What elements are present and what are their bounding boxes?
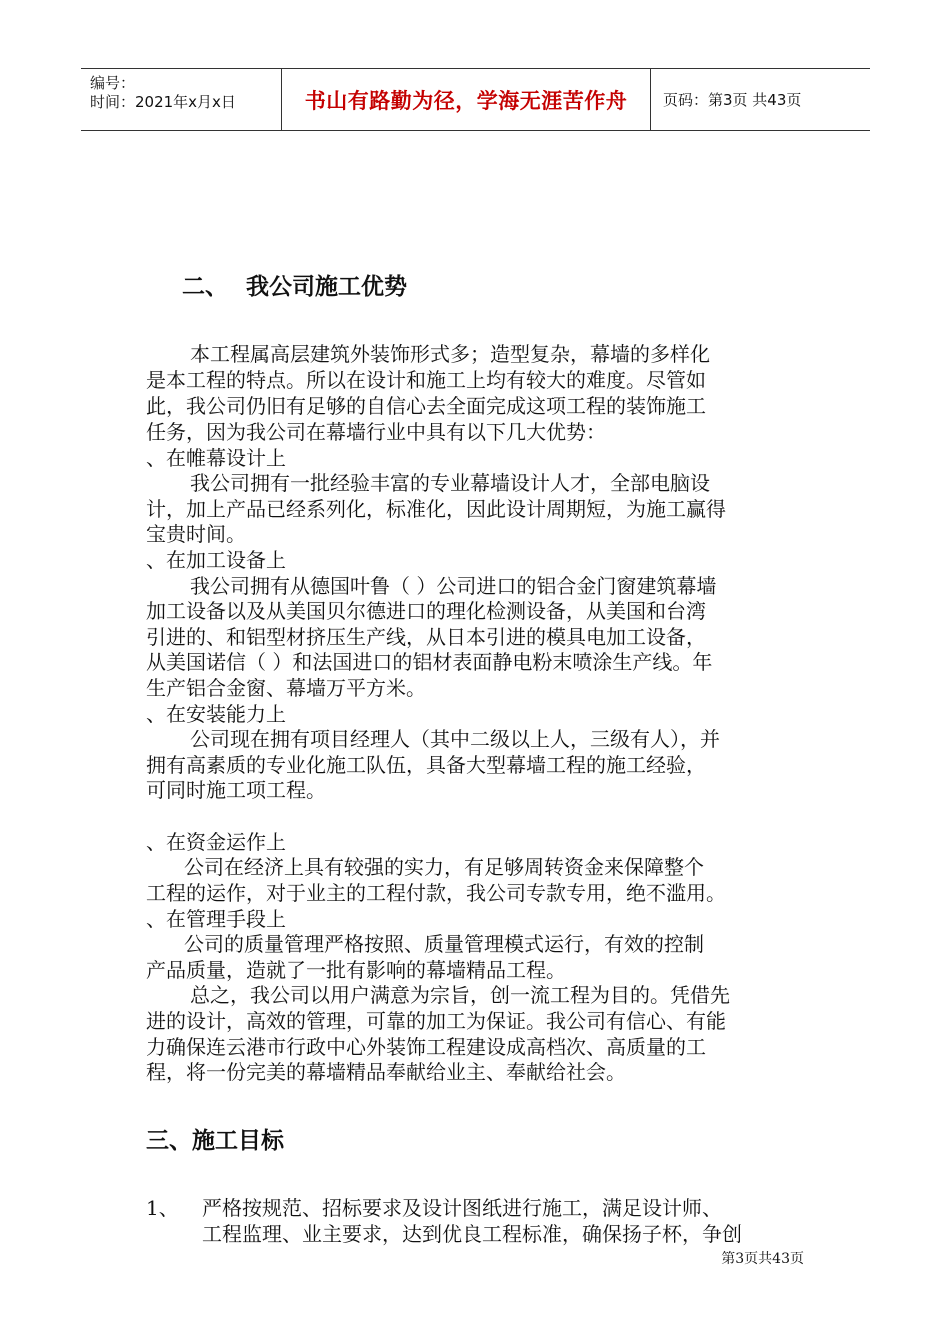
section-2-number: 二、 xyxy=(182,274,228,300)
body-line: 可同时施工项工程。 xyxy=(146,778,326,802)
body-line: 宝贵时间。 xyxy=(146,522,246,546)
body-line: 我公司拥有一批经验丰富的专业幕墙设计人才，全部电脑设 xyxy=(190,471,710,495)
subheading: 、在加工设备上 xyxy=(146,548,286,572)
body-line: 本工程属高层建筑外装饰形式多；造型复杂，幕墙的多样化 xyxy=(190,342,710,366)
body-line: 加工设备以及从美国贝尔德进口的理化检测设备，从美国和台湾 xyxy=(146,599,706,623)
body-line: 我公司拥有从德国叶鲁（ ）公司进口的铝合金门窗建筑幕墙 xyxy=(190,574,717,598)
body-line: 力确保连云港市行政中心外装饰工程建设成高档次、高质量的工 xyxy=(146,1035,706,1059)
body-line: 公司在经济上具有较强的实力，有足够周转资金来保障整个 xyxy=(184,855,704,879)
body-line: 程，将一份完美的幕墙精品奉献给业主、奉献给社会。 xyxy=(146,1060,626,1084)
page-footer: 第3页共43页 xyxy=(721,1251,804,1267)
body-line: 产品质量，造就了一批有影响的幕墙精品工程。 xyxy=(146,958,566,982)
section-2-title: 我公司施工优势 xyxy=(246,274,407,300)
subheading: 、在帷幕设计上 xyxy=(146,446,286,470)
list-item-number: 1、 xyxy=(146,1196,179,1220)
body-line: 生产铝合金窗、幕墙万平方米。 xyxy=(146,676,426,700)
subheading: 、在管理手段上 xyxy=(146,907,286,931)
header-page-info: 页码：第3页 共43页 xyxy=(663,91,802,109)
body-line: 进的设计，高效的管理，可靠的加工为保证。我公司有信心、有能 xyxy=(146,1009,726,1033)
body-line: 拥有高素质的专业化施工队伍，具备大型幕墙工程的施工经验， xyxy=(146,753,706,777)
body-line: 任务，因为我公司在幕墙行业中具有以下几大优势： xyxy=(146,420,606,444)
section-3-title: 三、施工目标 xyxy=(146,1128,284,1154)
body-line: 总之，我公司以用户满意为宗旨，创一流工程为目的。凭借先 xyxy=(190,983,730,1007)
body-line: 计，加上产品已经系列化，标准化，因此设计周期短，为施工赢得 xyxy=(146,497,726,521)
document-number-label: 编号： xyxy=(90,74,136,92)
header-meta xyxy=(81,69,281,130)
body-line: 工程的运作，对于业主的工程付款，我公司专款专用，绝不滥用。 xyxy=(146,881,726,905)
subheading: 、在资金运作上 xyxy=(146,830,286,854)
header-motto: 书山有路勤为径，学海无涯苦作舟 xyxy=(281,69,651,130)
list-item-line: 严格按规范、招标要求及设计图纸进行施工，满足设计师、 xyxy=(202,1196,722,1220)
body-line: 此，我公司仍旧有足够的自信心去全面完成这项工程的装饰施工 xyxy=(146,394,706,418)
page-header xyxy=(81,68,870,131)
body-line: 公司的质量管理严格按照、质量管理模式运行，有效的控制 xyxy=(184,932,704,956)
subheading: 、在安装能力上 xyxy=(146,702,286,726)
body-line: 公司现在拥有项目经理人（其中二级以上人，三级有人），并 xyxy=(190,727,720,751)
body-line: 引进的、和铝型材挤压生产线，从日本引进的模具电加工设备， xyxy=(146,625,706,649)
body-line: 从美国诺信（ ）和法国进口的铝材表面静电粉末喷涂生产线。年 xyxy=(146,650,713,674)
body-line: 是本工程的特点。所以在设计和施工上均有较大的难度。尽管如 xyxy=(146,368,706,392)
document-time-label: 时间：2021年x月x日 xyxy=(90,93,236,111)
list-item-line: 工程监理、业主要求，达到优良工程标准，确保扬子杯，争创 xyxy=(202,1222,742,1246)
